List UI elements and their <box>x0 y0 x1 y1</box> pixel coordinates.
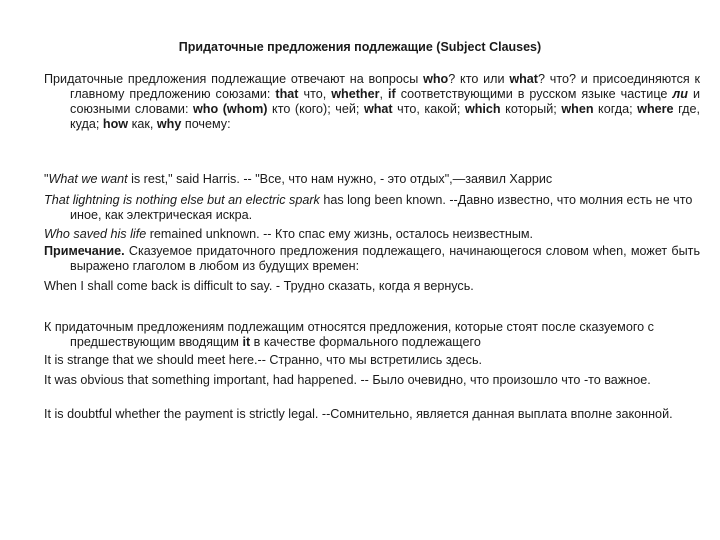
intro-text-c: ? что? и присоединяются к главному предложению союзами: <box>70 72 700 101</box>
example-5: It is strange that we should meet here.-- Странно, что мы встретились здесь. <box>44 353 483 367</box>
kw-which: which <box>464 102 501 116</box>
kw-how: how <box>102 117 129 131</box>
intro-paragraph <box>44 72 700 132</box>
intro-text-k: когда; <box>593 102 638 116</box>
note-paragraph <box>44 244 700 274</box>
kw-who-whom: who (whom) <box>193 102 268 116</box>
example-1 <box>44 172 700 187</box>
intro-text-b: ? кто или <box>448 72 510 86</box>
kw-whether: whether <box>331 87 380 101</box>
intro-text-a: Придаточные предложения подлежащие отвечают на вопросы <box>44 72 424 86</box>
para-2-text-a: К придаточным предложениям подлежащим относятся предложения, которые стоят после сказуемого с предшествующим вводящим <box>44 320 654 349</box>
kw-if: if <box>388 87 396 101</box>
kw-where: where <box>637 102 674 116</box>
intro-text-f: соответствующими в русском языке частице <box>395 87 673 101</box>
intro-text-d: что, <box>298 87 332 101</box>
intro-text-m: как, <box>128 117 157 131</box>
kw-who: who <box>423 72 449 86</box>
intro-text-e: , <box>379 87 389 101</box>
intro-text-g: и союзными словами: <box>70 87 700 116</box>
example-3-clause: Who saved his life <box>44 227 147 241</box>
intro-text-n: почему: <box>181 117 231 131</box>
example-2 <box>44 193 700 223</box>
example-7: It is doubtful whether the payment is strictly legal. --Сомнительно, является данная выплата вполне законной. <box>44 407 673 421</box>
note-text: Сказуемое придаточного предложения подлежащего, начинающегося словом when, может быть выражено глаголом в любом из будущих времен: <box>70 244 700 273</box>
kw-li: ли <box>672 87 688 101</box>
example-1-clause: What we want <box>48 172 128 186</box>
intro-text-l: где, куда; <box>70 102 700 131</box>
kw-what-2: what <box>363 102 393 116</box>
kw-why: why <box>156 117 182 131</box>
kw-when: when <box>561 102 594 116</box>
example-4: When I shall come back is difficult to say. - Трудно сказать, когда я вернусь. <box>44 279 474 293</box>
example-2-clause: That lightning is nothing else but an electric spark <box>44 193 320 207</box>
kw-what: what <box>509 72 538 86</box>
example-3 <box>44 227 700 242</box>
kw-it: it <box>242 335 251 349</box>
kw-that: that <box>275 87 299 101</box>
para-2-text-b: в качестве формального подлежащего <box>250 335 481 349</box>
example-1-rest: is rest," said Harris. -- "Все, что нам нужно, - это отдых",—заявил Харрис <box>127 172 553 186</box>
note-label: Примечание. <box>44 244 125 258</box>
para-2 <box>44 320 700 350</box>
page-title: Придаточные предложения подлежащие (Subject Clauses) <box>178 40 542 54</box>
example-6: It was obvious that something important, had happened. -- Было очевидно, что произошло что -то важное. <box>44 373 651 387</box>
intro-text-i: что, какой; <box>392 102 465 116</box>
example-2-rest: has long been known. --Давно известно, что молния есть не что иное, как электрическая искра. <box>70 193 693 222</box>
intro-text-h: кто (кого); чей; <box>267 102 364 116</box>
example-3-rest: remained unknown. -- Кто спас ему жизнь, осталось неизвестным. <box>146 227 534 241</box>
quote-mark: " <box>44 172 49 186</box>
intro-text-j: который; <box>500 102 562 116</box>
